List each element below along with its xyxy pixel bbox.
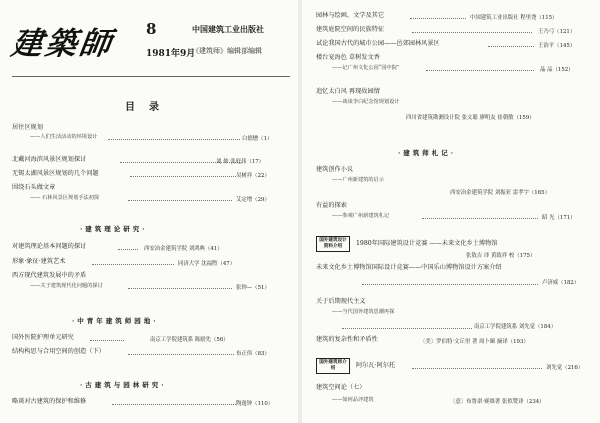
toc-entry-subtitle: ——人们生活活动的环境设计 xyxy=(30,134,98,140)
toc-entry-author: 同济大学 沈福煦（47） xyxy=(178,261,236,267)
toc-entry-title[interactable]: 未来文化乡土博物馆国际设计竞赛——中国乐山博物馆设计方案介绍 xyxy=(316,264,502,271)
toc-entry-author: 四川省建筑勘测设计院 张文聪 廖明友 崔朝敏（159） xyxy=(406,115,535,121)
toc-entry-author: 王乃弓（121） xyxy=(538,29,576,35)
leader-dots xyxy=(112,404,236,405)
toc-entry-author: 西安冶金建筑学院 刘振亚 雷孝宇（165） xyxy=(450,190,550,196)
toc-entry-author: 刘先觉（216） xyxy=(546,365,584,371)
leader-dots xyxy=(362,284,538,285)
toc-entry-author: 南京工学院建筑系 刘先觉（184） xyxy=(474,324,557,330)
toc-entry-subtitle: ——如何品评建筑 xyxy=(332,397,374,403)
toc-entry-subtitle: ——参观广州新建筑札记 xyxy=(332,213,390,219)
toc-entry-author: 〔意〕布鲁诺·赛维著 张似赞译（234） xyxy=(450,399,545,405)
toc-entry-subtitle: ——当代国外建筑思潮再探 xyxy=(332,309,395,315)
leader-dots xyxy=(128,288,232,289)
leader-dots xyxy=(90,340,124,341)
toc-entry-title[interactable]: 有益的探索 xyxy=(316,202,347,209)
toc-entry-title[interactable]: 建筑创作小议 xyxy=(316,166,354,173)
toc-entry-author: 晶 品（152） xyxy=(540,67,574,73)
toc-entry-author: 西安冶金建筑学院 刘鸿典（41） xyxy=(144,246,223,252)
toc-entry-title[interactable]: 结构构思与合用空间的创造（下） xyxy=(12,348,105,355)
section-heading: ·建筑师札记· xyxy=(398,149,457,157)
toc-entry-title[interactable]: 围绕石头做文章 xyxy=(12,184,56,191)
leader-dots xyxy=(108,139,240,140)
toc-entry-author: 中国建筑工业出版社 程里尧（115） xyxy=(470,15,558,21)
toc-entry-title[interactable]: 1980年国际建筑设计竞赛 ——未来文化乡土博物馆 xyxy=(356,240,498,247)
toc-entry-title[interactable]: 建筑庭院空间的民族特征 xyxy=(316,26,385,33)
toc-entry-title[interactable]: 形象·象征·建筑艺术 xyxy=(12,258,66,265)
toc-entry-author: 刘 仲 张庭伟（17） xyxy=(216,159,265,165)
toc-entry-title[interactable]: 无锡太湖风景区规划的几个问题 xyxy=(12,170,99,177)
leader-dots xyxy=(422,218,538,219)
toc-entry-subtitle: ——广州新建筑的启示 xyxy=(332,177,384,183)
leader-dots xyxy=(128,354,234,355)
toc-entry-title[interactable]: 阿尔瓦·阿尔托 xyxy=(356,362,396,369)
leader-dots xyxy=(412,32,532,33)
toc-entry-title[interactable]: 对建筑理论基本问题的探讨 xyxy=(12,243,87,250)
toc-entry-author: 卢济威（182） xyxy=(542,280,580,286)
masthead-rule xyxy=(12,76,290,77)
section-heading: ·建筑理论研究· xyxy=(80,225,148,233)
toc-entry-title[interactable]: 试论我国古代的城市公园——邑郊园林风景区 xyxy=(316,40,440,47)
issue-number: 8 xyxy=(146,20,157,38)
toc-entry-title[interactable]: 楼台宠海色 草树发文香 xyxy=(316,54,380,61)
section-heading: ·古建筑与园林研究· xyxy=(80,381,167,389)
editor-credit: 《建筑师》编辑部编辑 xyxy=(192,47,262,55)
toc-entry-author: 陶逸钟（110） xyxy=(236,401,274,407)
masthead xyxy=(8,14,292,72)
toc-entry-author: 布正伟（83） xyxy=(236,351,270,357)
section-heading: ·中青年建筑师园地· xyxy=(72,317,159,325)
toc-entry-author: 白德懋（1） xyxy=(242,136,273,142)
leader-dots xyxy=(412,368,542,369)
left-page xyxy=(0,0,298,423)
toc-entry-author: 吴树祥（22） xyxy=(236,173,270,179)
journal-logo: 建築師 xyxy=(8,26,117,62)
toc-entry-title[interactable]: 西方现代建筑发展中的矛盾 xyxy=(12,272,87,279)
toc-entry-author: 艾定增（29） xyxy=(236,197,270,203)
leader-dots xyxy=(130,176,236,177)
toc-entry-subtitle: —— 石林风景区规划手法初探 xyxy=(30,195,100,201)
leader-dots xyxy=(92,264,174,265)
leader-dots xyxy=(426,70,534,71)
toc-entry-title[interactable]: 略谈对古建筑的保护和维修 xyxy=(12,398,87,405)
right-page xyxy=(302,0,600,423)
toc-entry-title[interactable]: 建筑空间论（七） xyxy=(316,384,366,391)
category-box-label: 国外建筑设计资料介绍 xyxy=(316,236,350,252)
leader-dots xyxy=(128,200,232,201)
leader-dots xyxy=(118,249,138,250)
toc-entry-title[interactable]: 北戴河海滨风景区规划探讨 xyxy=(12,156,87,163)
toc-entry-title[interactable]: 国外医院护理单元研究 xyxy=(12,334,74,341)
toc-entry-subtitle: ——记广州文化公园“园中院” xyxy=(332,65,400,71)
toc-entry-title[interactable]: 居住区规划 xyxy=(12,124,43,131)
toc-entry-title[interactable]: 园林与绘画、文学及其它 xyxy=(316,12,385,19)
toc-entry-title[interactable]: 关于后期现代主义 xyxy=(316,298,366,305)
toc-entry-author: 南京工学院建筑系 陈励先（56） xyxy=(150,337,229,343)
publisher: 中国建筑工业出版社 xyxy=(192,24,264,34)
issue-date: 1981年9月 xyxy=(146,49,196,59)
leader-dots xyxy=(410,18,466,19)
toc-entry-author: 王治平（145） xyxy=(538,43,576,49)
toc-entry-author: 张敖吉 译 黄致祥 校（175） xyxy=(466,253,536,259)
leader-dots xyxy=(342,328,472,329)
toc-entry-subtitle: ——关于建筑现代化问题的探讨 xyxy=(30,283,103,289)
toc-entry-subtitle: ——谈谈李白纪念馆规划设计 xyxy=(332,99,400,105)
toc-entry-author: 张钟—（51） xyxy=(236,285,270,291)
toc-entry-title[interactable]: 追忆太白风 再现故园情 xyxy=(316,88,380,95)
toc-entry-author: 〔美〕罗伯特·文丘里 著 周卜颐 摘译（193） xyxy=(420,339,529,345)
leader-dots xyxy=(488,46,534,47)
toc-entry-author: 昭 光（171） xyxy=(542,215,576,221)
toc-entry-title[interactable]: 建筑的复杂性和矛盾性 xyxy=(316,336,378,343)
toc-title: 目录 xyxy=(125,102,173,113)
category-box-label: 国外建筑师介绍 xyxy=(316,358,350,374)
